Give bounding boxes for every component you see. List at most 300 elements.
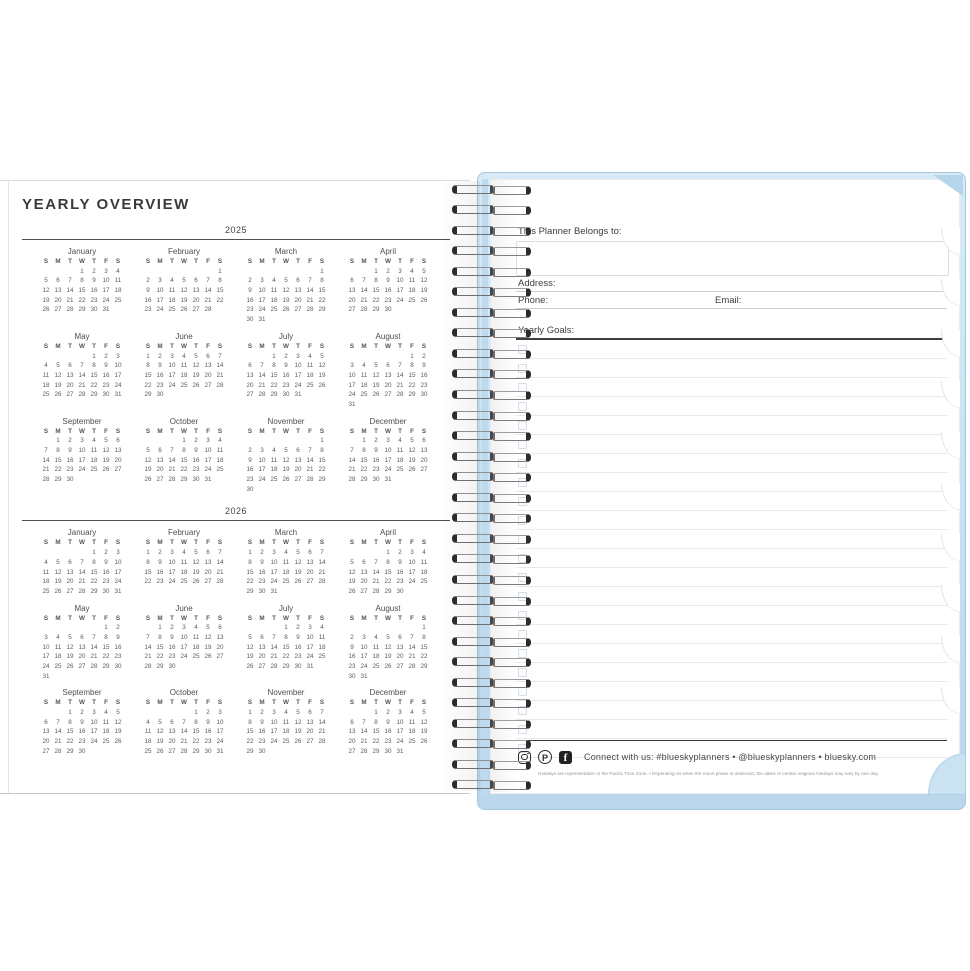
weekday-header: W (181, 539, 187, 547)
day-empty (40, 267, 52, 277)
pinterest-icon (538, 750, 552, 764)
day-empty (256, 436, 268, 446)
day-cell: 10 (156, 287, 164, 295)
weekday-header: M (55, 699, 61, 707)
day-empty (52, 548, 64, 558)
day-cell: 30 (192, 476, 200, 484)
day-cell: 14 (270, 643, 278, 651)
day-empty (244, 436, 256, 446)
day-grid (40, 257, 124, 315)
day-cell: 6 (158, 447, 162, 454)
day-cell: 27 (192, 306, 200, 314)
coil-right-loop (493, 617, 531, 626)
day-cell: 20 (192, 296, 200, 304)
goal-row (516, 663, 947, 682)
day-cell: 28 (216, 381, 224, 389)
month-name: May (74, 331, 90, 341)
day-cell: 22 (270, 381, 278, 389)
weekday-header: T (92, 539, 96, 547)
day-cell: 22 (384, 578, 392, 586)
weekday-header: W (385, 699, 391, 707)
day-cell: 4 (422, 549, 426, 557)
day-empty (40, 352, 52, 362)
coil-right-loop (493, 494, 531, 503)
weekday-header: S (115, 427, 121, 435)
day-cell: 22 (282, 653, 290, 661)
day-cell: 22 (78, 296, 86, 304)
day-empty (154, 708, 166, 718)
day-empty (166, 267, 178, 277)
weekday-header: F (206, 699, 210, 707)
day-cell: 19 (204, 643, 212, 651)
day-cell: 12 (372, 371, 380, 379)
day-cell: 25 (372, 663, 380, 670)
goal-row (516, 549, 947, 568)
day-cell: 30 (168, 663, 176, 670)
day-cell: 8 (374, 718, 378, 726)
day-cell: 7 (320, 709, 324, 717)
weekday-header: T (374, 614, 378, 622)
day-cell: 11 (396, 447, 404, 454)
coil-right-loop (493, 638, 531, 647)
day-cell: 3 (182, 624, 186, 632)
day-cell: 7 (374, 558, 378, 566)
day-cell: 24 (396, 296, 404, 304)
weekday-header: T (68, 539, 72, 547)
weekday-header: M (157, 539, 163, 547)
day-empty (358, 267, 370, 277)
day-cell: 29 (90, 587, 98, 595)
coil-left-loop (452, 349, 493, 358)
day-cell: 5 (422, 267, 426, 275)
address-label: Address: (518, 278, 556, 289)
day-cell: 24 (348, 391, 356, 399)
day-cell: 22 (372, 296, 380, 304)
spiral-coil (452, 616, 530, 627)
weekday-header: T (68, 699, 72, 707)
day-cell: 14 (168, 456, 176, 464)
day-cell: 29 (180, 476, 188, 484)
day-cell: 2 (248, 447, 252, 454)
day-cell: 29 (246, 587, 254, 595)
weekday-header: F (104, 258, 108, 265)
day-cell: 19 (102, 456, 110, 464)
day-cell: 30 (384, 306, 392, 314)
weekday-header: S (43, 427, 49, 435)
day-cell: 4 (284, 709, 288, 717)
day-cell: 5 (158, 718, 162, 726)
day-cell: 24 (384, 466, 392, 474)
day-cell: 30 (90, 306, 98, 314)
day-cell: 11 (192, 633, 200, 641)
day-grid (244, 342, 328, 400)
month-2026-december (346, 687, 430, 756)
day-cell: 19 (246, 653, 254, 661)
weekday-header: M (259, 699, 265, 707)
day-cell: 15 (216, 287, 224, 295)
weekday-header: T (194, 614, 198, 622)
day-cell: 14 (258, 371, 266, 379)
month-2025-september (40, 416, 124, 495)
day-cell: 11 (372, 643, 380, 651)
day-cell: 4 (182, 352, 186, 360)
day-cell: 18 (420, 568, 428, 576)
day-empty (142, 267, 154, 277)
day-cell: 7 (260, 362, 264, 370)
day-cell: 2 (350, 633, 354, 641)
day-cell: 4 (272, 447, 276, 454)
day-cell: 7 (350, 447, 354, 454)
day-cell: 28 (270, 663, 278, 670)
goal-row (516, 378, 947, 397)
day-cell: 9 (158, 558, 162, 566)
weekday-header: T (272, 427, 276, 435)
day-cell: 30 (246, 316, 254, 324)
weekday-header: M (157, 427, 163, 435)
coil-right-loop (493, 288, 531, 297)
day-cell: 1 (386, 549, 390, 557)
day-cell: 24 (216, 738, 224, 746)
day-cell: 13 (66, 568, 74, 576)
month-name: July (278, 603, 294, 613)
day-cell: 5 (248, 633, 252, 641)
day-cell: 16 (258, 568, 266, 576)
day-cell: 19 (372, 381, 380, 389)
day-cell: 27 (306, 578, 314, 586)
month-2026-february (142, 527, 226, 596)
coil-left-loop (452, 780, 493, 789)
goal-row (516, 606, 947, 625)
day-cell: 22 (246, 738, 254, 746)
weekday-header: W (181, 258, 187, 265)
weekday-header: F (308, 699, 312, 707)
day-cell: 25 (102, 738, 110, 746)
day-cell: 20 (258, 653, 266, 661)
day-cell: 7 (44, 447, 48, 454)
day-cell: 27 (384, 391, 392, 399)
day-cell: 9 (248, 287, 252, 295)
day-cell: 22 (90, 578, 98, 586)
day-cell: 10 (396, 277, 404, 285)
coil-left-loop (452, 554, 493, 563)
day-cell: 6 (386, 362, 390, 370)
day-cell: 14 (90, 643, 98, 651)
day-cell: 18 (396, 456, 404, 464)
day-cell: 3 (308, 624, 312, 632)
day-cell: 9 (398, 558, 402, 566)
day-cell: 26 (180, 306, 188, 314)
month-2026-january (40, 527, 124, 596)
day-cell: 16 (114, 643, 122, 651)
day-cell: 29 (144, 391, 152, 399)
day-cell: 9 (104, 362, 108, 370)
day-cell: 6 (350, 718, 354, 726)
day-cell: 3 (272, 709, 276, 717)
weekday-header: T (68, 342, 72, 350)
day-cell: 14 (216, 558, 224, 566)
day-cell: 4 (308, 352, 312, 360)
day-cell: 4 (92, 437, 96, 445)
day-cell: 11 (216, 447, 224, 454)
day-cell: 15 (246, 728, 254, 736)
day-cell: 15 (270, 371, 278, 379)
day-cell: 19 (408, 456, 416, 464)
day-cell: 27 (168, 747, 176, 755)
weekday-header: T (374, 539, 378, 547)
weekday-header: T (170, 258, 174, 265)
coil-left-loop (452, 328, 493, 337)
month-name: January (67, 247, 97, 256)
weekday-header: W (79, 427, 85, 435)
day-cell: 25 (360, 391, 368, 399)
day-cell: 25 (168, 306, 176, 314)
day-cell: 16 (204, 728, 212, 736)
day-cell: 5 (146, 447, 150, 454)
weekday-header: M (55, 427, 61, 435)
weekday-header: F (206, 614, 210, 622)
day-cell: 15 (144, 568, 152, 576)
day-cell: 7 (170, 447, 174, 454)
spiral-coil (452, 246, 530, 257)
coil-left-loop (452, 513, 493, 522)
day-grid (142, 342, 226, 400)
day-cell: 6 (116, 437, 120, 445)
day-cell: 11 (408, 277, 416, 285)
weekday-header: F (410, 427, 414, 435)
day-cell: 5 (296, 709, 300, 717)
day-cell: 2 (386, 709, 390, 717)
day-empty (292, 436, 304, 446)
goal-row (516, 340, 947, 359)
day-cell: 17 (294, 371, 302, 379)
coil-left-loop (452, 472, 493, 481)
day-cell: 28 (78, 587, 86, 595)
day-cell: 11 (318, 633, 326, 641)
day-cell: 1 (410, 352, 414, 360)
weekday-header: T (68, 614, 72, 622)
day-empty (64, 352, 76, 362)
day-cell: 10 (270, 718, 278, 726)
goal-row (516, 720, 947, 739)
day-cell: 5 (68, 633, 72, 641)
day-cell: 20 (420, 456, 428, 464)
goal-row (516, 435, 947, 454)
day-cell: 28 (306, 476, 314, 484)
day-cell: 15 (360, 456, 368, 464)
day-cell: 14 (66, 287, 74, 295)
coil-left-loop (452, 657, 493, 666)
day-cell: 16 (90, 287, 98, 295)
day-cell: 9 (260, 718, 264, 726)
month-2025-january (40, 246, 124, 325)
day-cell: 11 (42, 371, 50, 379)
day-cell: 24 (42, 663, 50, 670)
day-cell: 3 (158, 277, 162, 285)
day-cell: 15 (420, 643, 428, 651)
day-cell: 9 (92, 277, 96, 285)
day-cell: 13 (348, 728, 356, 736)
coil-left-loop (452, 678, 493, 687)
day-cell: 25 (216, 466, 224, 474)
day-cell: 21 (372, 578, 380, 586)
spiral-coil (452, 410, 530, 421)
day-cell: 21 (204, 296, 212, 304)
day-cell: 14 (372, 568, 380, 576)
day-empty (346, 436, 358, 446)
day-cell: 28 (78, 391, 86, 399)
day-empty (76, 623, 88, 633)
day-cell: 13 (156, 456, 164, 464)
day-cell: 25 (114, 296, 122, 304)
day-cell: 1 (146, 352, 150, 360)
day-cell: 5 (56, 362, 60, 370)
day-cell: 23 (144, 306, 152, 314)
weekday-header: T (374, 699, 378, 707)
day-cell: 29 (246, 747, 254, 755)
day-empty (202, 267, 214, 277)
weekday-header: T (170, 342, 174, 350)
month-name: December (369, 416, 407, 426)
day-cell: 25 (282, 578, 290, 586)
day-cell: 3 (80, 437, 84, 445)
day-cell: 3 (218, 709, 222, 717)
month-name: June (175, 603, 193, 613)
month-2025-july (244, 331, 328, 410)
day-cell: 7 (308, 447, 312, 454)
weekday-header: T (374, 427, 378, 435)
day-empty (358, 623, 370, 633)
coil-right-loop (493, 679, 531, 688)
facebook-icon (559, 751, 572, 764)
goal-checklist (516, 340, 947, 758)
day-cell: 11 (270, 456, 278, 464)
weekday-header: W (283, 614, 289, 622)
day-cell: 10 (408, 558, 416, 566)
day-cell: 20 (384, 381, 392, 389)
day-cell: 5 (410, 437, 414, 445)
day-cell: 14 (180, 728, 188, 736)
weekday-header: M (55, 258, 61, 265)
day-cell: 3 (206, 437, 210, 445)
coil-right-loop (493, 781, 531, 790)
day-cell: 29 (384, 587, 392, 595)
weekday-header: M (361, 614, 367, 622)
day-cell: 19 (114, 728, 122, 736)
day-empty (76, 352, 88, 362)
day-cell: 4 (218, 437, 222, 445)
day-cell: 18 (360, 381, 368, 389)
spiral-coil (452, 513, 530, 524)
day-cell: 14 (306, 456, 314, 464)
day-cell: 2 (116, 624, 120, 632)
day-cell: 1 (104, 624, 108, 632)
day-cell: 7 (80, 558, 84, 566)
day-cell: 27 (294, 306, 302, 314)
day-cell: 25 (42, 587, 50, 595)
day-cell: 5 (374, 362, 378, 370)
day-cell: 27 (204, 381, 212, 389)
day-cell: 4 (44, 362, 48, 370)
day-cell: 29 (420, 663, 428, 670)
weekday-header: T (170, 539, 174, 547)
day-cell: 5 (44, 277, 48, 285)
day-cell: 6 (68, 558, 72, 566)
day-cell: 10 (360, 643, 368, 651)
weekday-header: S (115, 258, 121, 265)
day-cell: 2 (80, 709, 84, 717)
day-cell: 26 (66, 663, 74, 670)
weekday-header: S (247, 427, 253, 435)
day-cell: 12 (102, 447, 110, 454)
coil-right-loop (493, 227, 531, 236)
day-cell: 4 (410, 709, 414, 717)
weekday-header: S (349, 427, 355, 435)
day-cell: 3 (362, 633, 366, 641)
day-cell: 28 (306, 306, 314, 314)
day-cell: 17 (270, 568, 278, 576)
day-cell: 19 (294, 568, 302, 576)
weekday-header: F (410, 342, 414, 350)
day-cell: 11 (102, 718, 110, 726)
day-cell: 18 (90, 456, 98, 464)
day-cell: 19 (180, 296, 188, 304)
day-cell: 14 (216, 362, 224, 370)
day-cell: 26 (144, 476, 152, 484)
day-cell: 21 (318, 568, 326, 576)
coil-left-loop (452, 287, 493, 296)
weekday-header: F (410, 699, 414, 707)
day-cell: 7 (68, 277, 72, 285)
day-cell: 24 (114, 381, 122, 389)
day-empty (304, 436, 316, 446)
day-cell: 3 (170, 549, 174, 557)
day-cell: 15 (102, 643, 110, 651)
day-cell: 22 (66, 738, 74, 746)
day-cell: 2 (296, 624, 300, 632)
month-name: March (274, 528, 298, 538)
day-cell: 14 (144, 643, 152, 651)
day-cell: 31 (42, 672, 50, 680)
day-cell: 17 (90, 728, 98, 736)
day-cell: 3 (44, 633, 48, 641)
day-cell: 8 (182, 447, 186, 454)
weekday-header: T (170, 614, 174, 622)
day-cell: 11 (282, 558, 290, 566)
day-cell: 31 (102, 306, 110, 314)
day-cell: 12 (384, 643, 392, 651)
day-grid (40, 614, 124, 682)
day-cell: 23 (258, 738, 266, 746)
day-cell: 19 (420, 728, 428, 736)
spiral-coil (452, 780, 530, 791)
day-cell: 13 (360, 568, 368, 576)
day-empty (346, 352, 358, 362)
day-empty (268, 267, 280, 277)
day-grid (244, 427, 328, 495)
day-cell: 26 (294, 578, 302, 586)
weekday-header: W (79, 258, 85, 265)
day-cell: 11 (270, 287, 278, 295)
month-name: August (375, 603, 401, 613)
day-cell: 20 (294, 296, 302, 304)
weekday-header: S (43, 342, 49, 350)
day-cell: 9 (350, 643, 354, 651)
day-cell: 29 (78, 306, 86, 314)
day-empty (268, 436, 280, 446)
day-cell: 17 (168, 568, 176, 576)
day-cell: 13 (420, 447, 428, 454)
day-cell: 27 (348, 306, 356, 314)
